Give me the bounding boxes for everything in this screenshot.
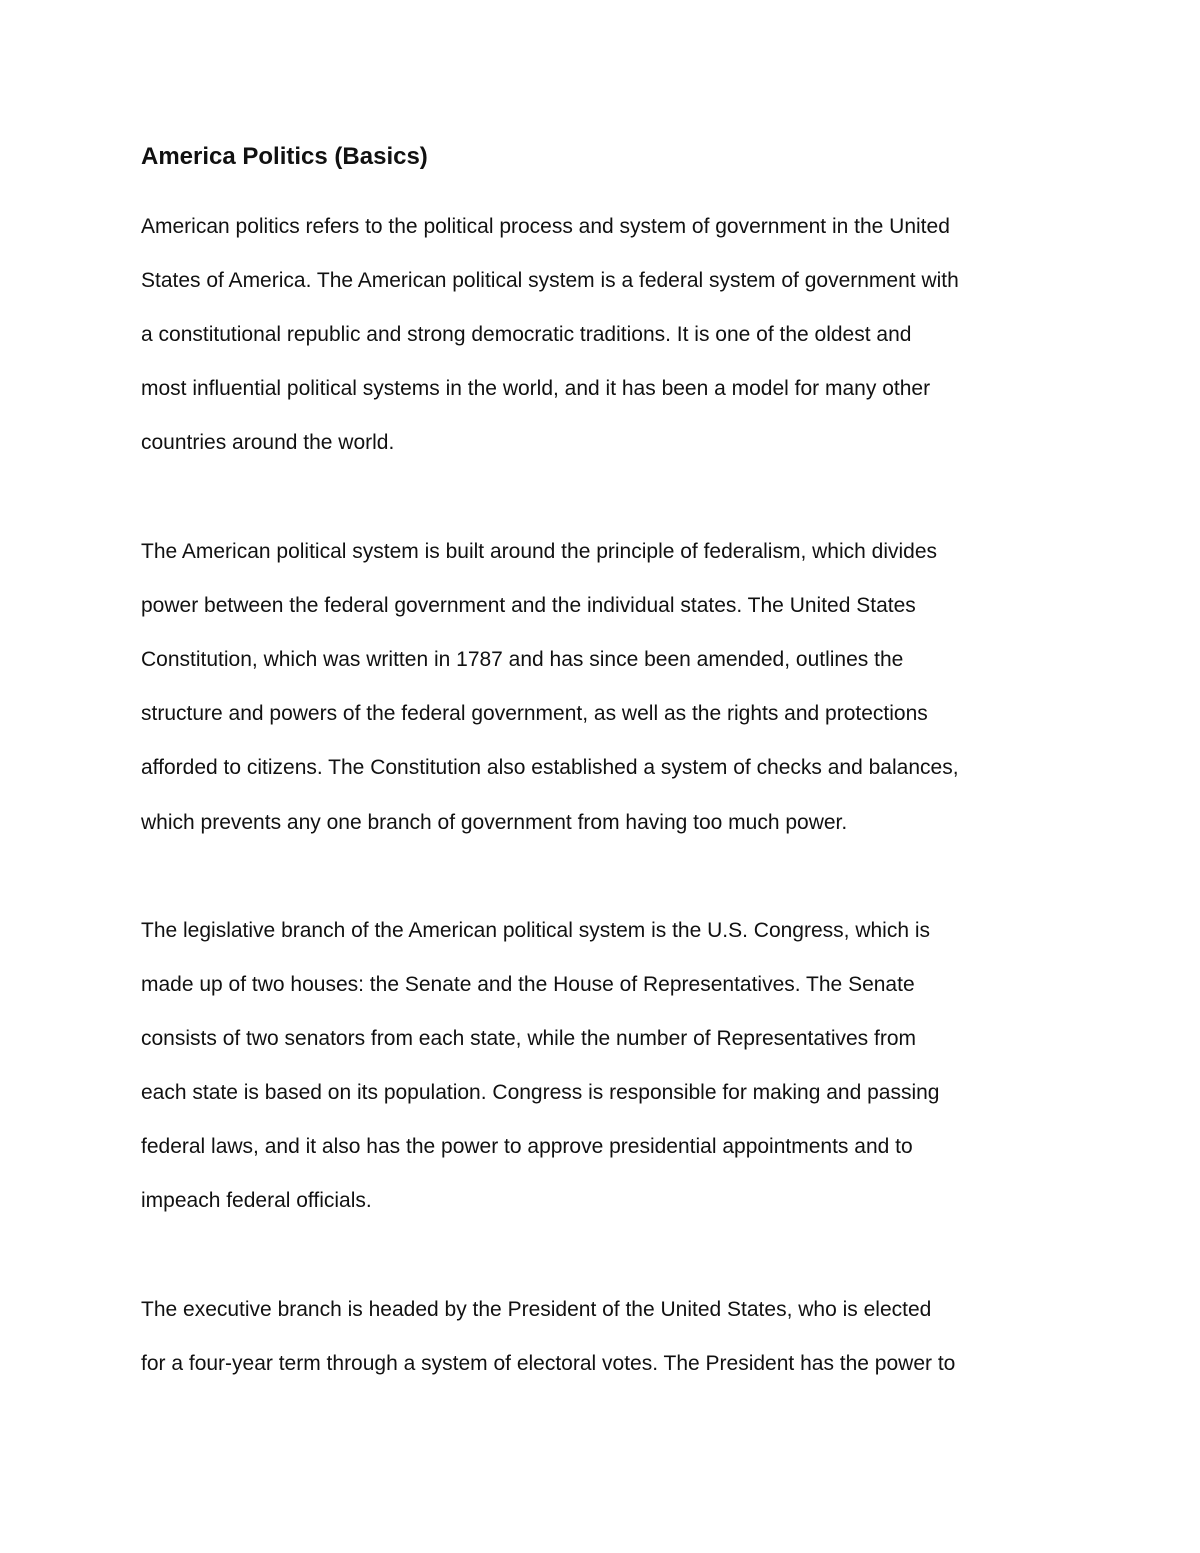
paragraph-line: each state is based on its population. Congress is responsible for making and passing — [141, 1081, 940, 1104]
paragraph-line: States of America. The American political system is a federal system of government with — [141, 269, 959, 292]
paragraph-line: Constitution, which was written in 1787 and has since been amended, outlines the — [141, 648, 904, 671]
paragraph-line: The legislative branch of the American political system is the U.S. Congress, which is — [141, 919, 931, 942]
paragraph-line: impeach federal officials. — [141, 1189, 372, 1212]
paragraph-line: consists of two senators from each state, while the number of Representatives from — [141, 1027, 917, 1050]
paragraph-line: most influential political systems in the world, and it has been a model for many other — [141, 377, 931, 400]
paragraph-line: made up of two houses: the Senate and the House of Representatives. The Senate — [141, 973, 915, 996]
paragraph-line: structure and powers of the federal government, as well as the rights and protections — [141, 702, 928, 725]
paragraph-line: which prevents any one branch of government from having too much power. — [141, 811, 848, 834]
paragraph-line: The American political system is built around the principle of federalism, which divides — [141, 540, 938, 563]
paragraph-line: The executive branch is headed by the President of the United States, who is elected — [141, 1298, 932, 1321]
paragraph-line: federal laws, and it also has the power to approve presidential appointments and to — [141, 1135, 913, 1158]
paragraph-line: American politics refers to the political process and system of government in the United — [141, 215, 950, 238]
paragraph-line: a constitutional republic and strong democratic traditions. It is one of the oldest and — [141, 323, 912, 346]
paragraph-line: for a four-year term through a system of electoral votes. The President has the power to — [141, 1352, 956, 1375]
paragraph-line: afforded to citizens. The Constitution also established a system of checks and balances, — [141, 756, 959, 779]
paragraph-line: countries around the world. — [141, 431, 395, 454]
document-title: America Politics (Basics) — [141, 143, 428, 170]
paragraph-line: power between the federal government and the individual states. The United States — [141, 594, 916, 617]
